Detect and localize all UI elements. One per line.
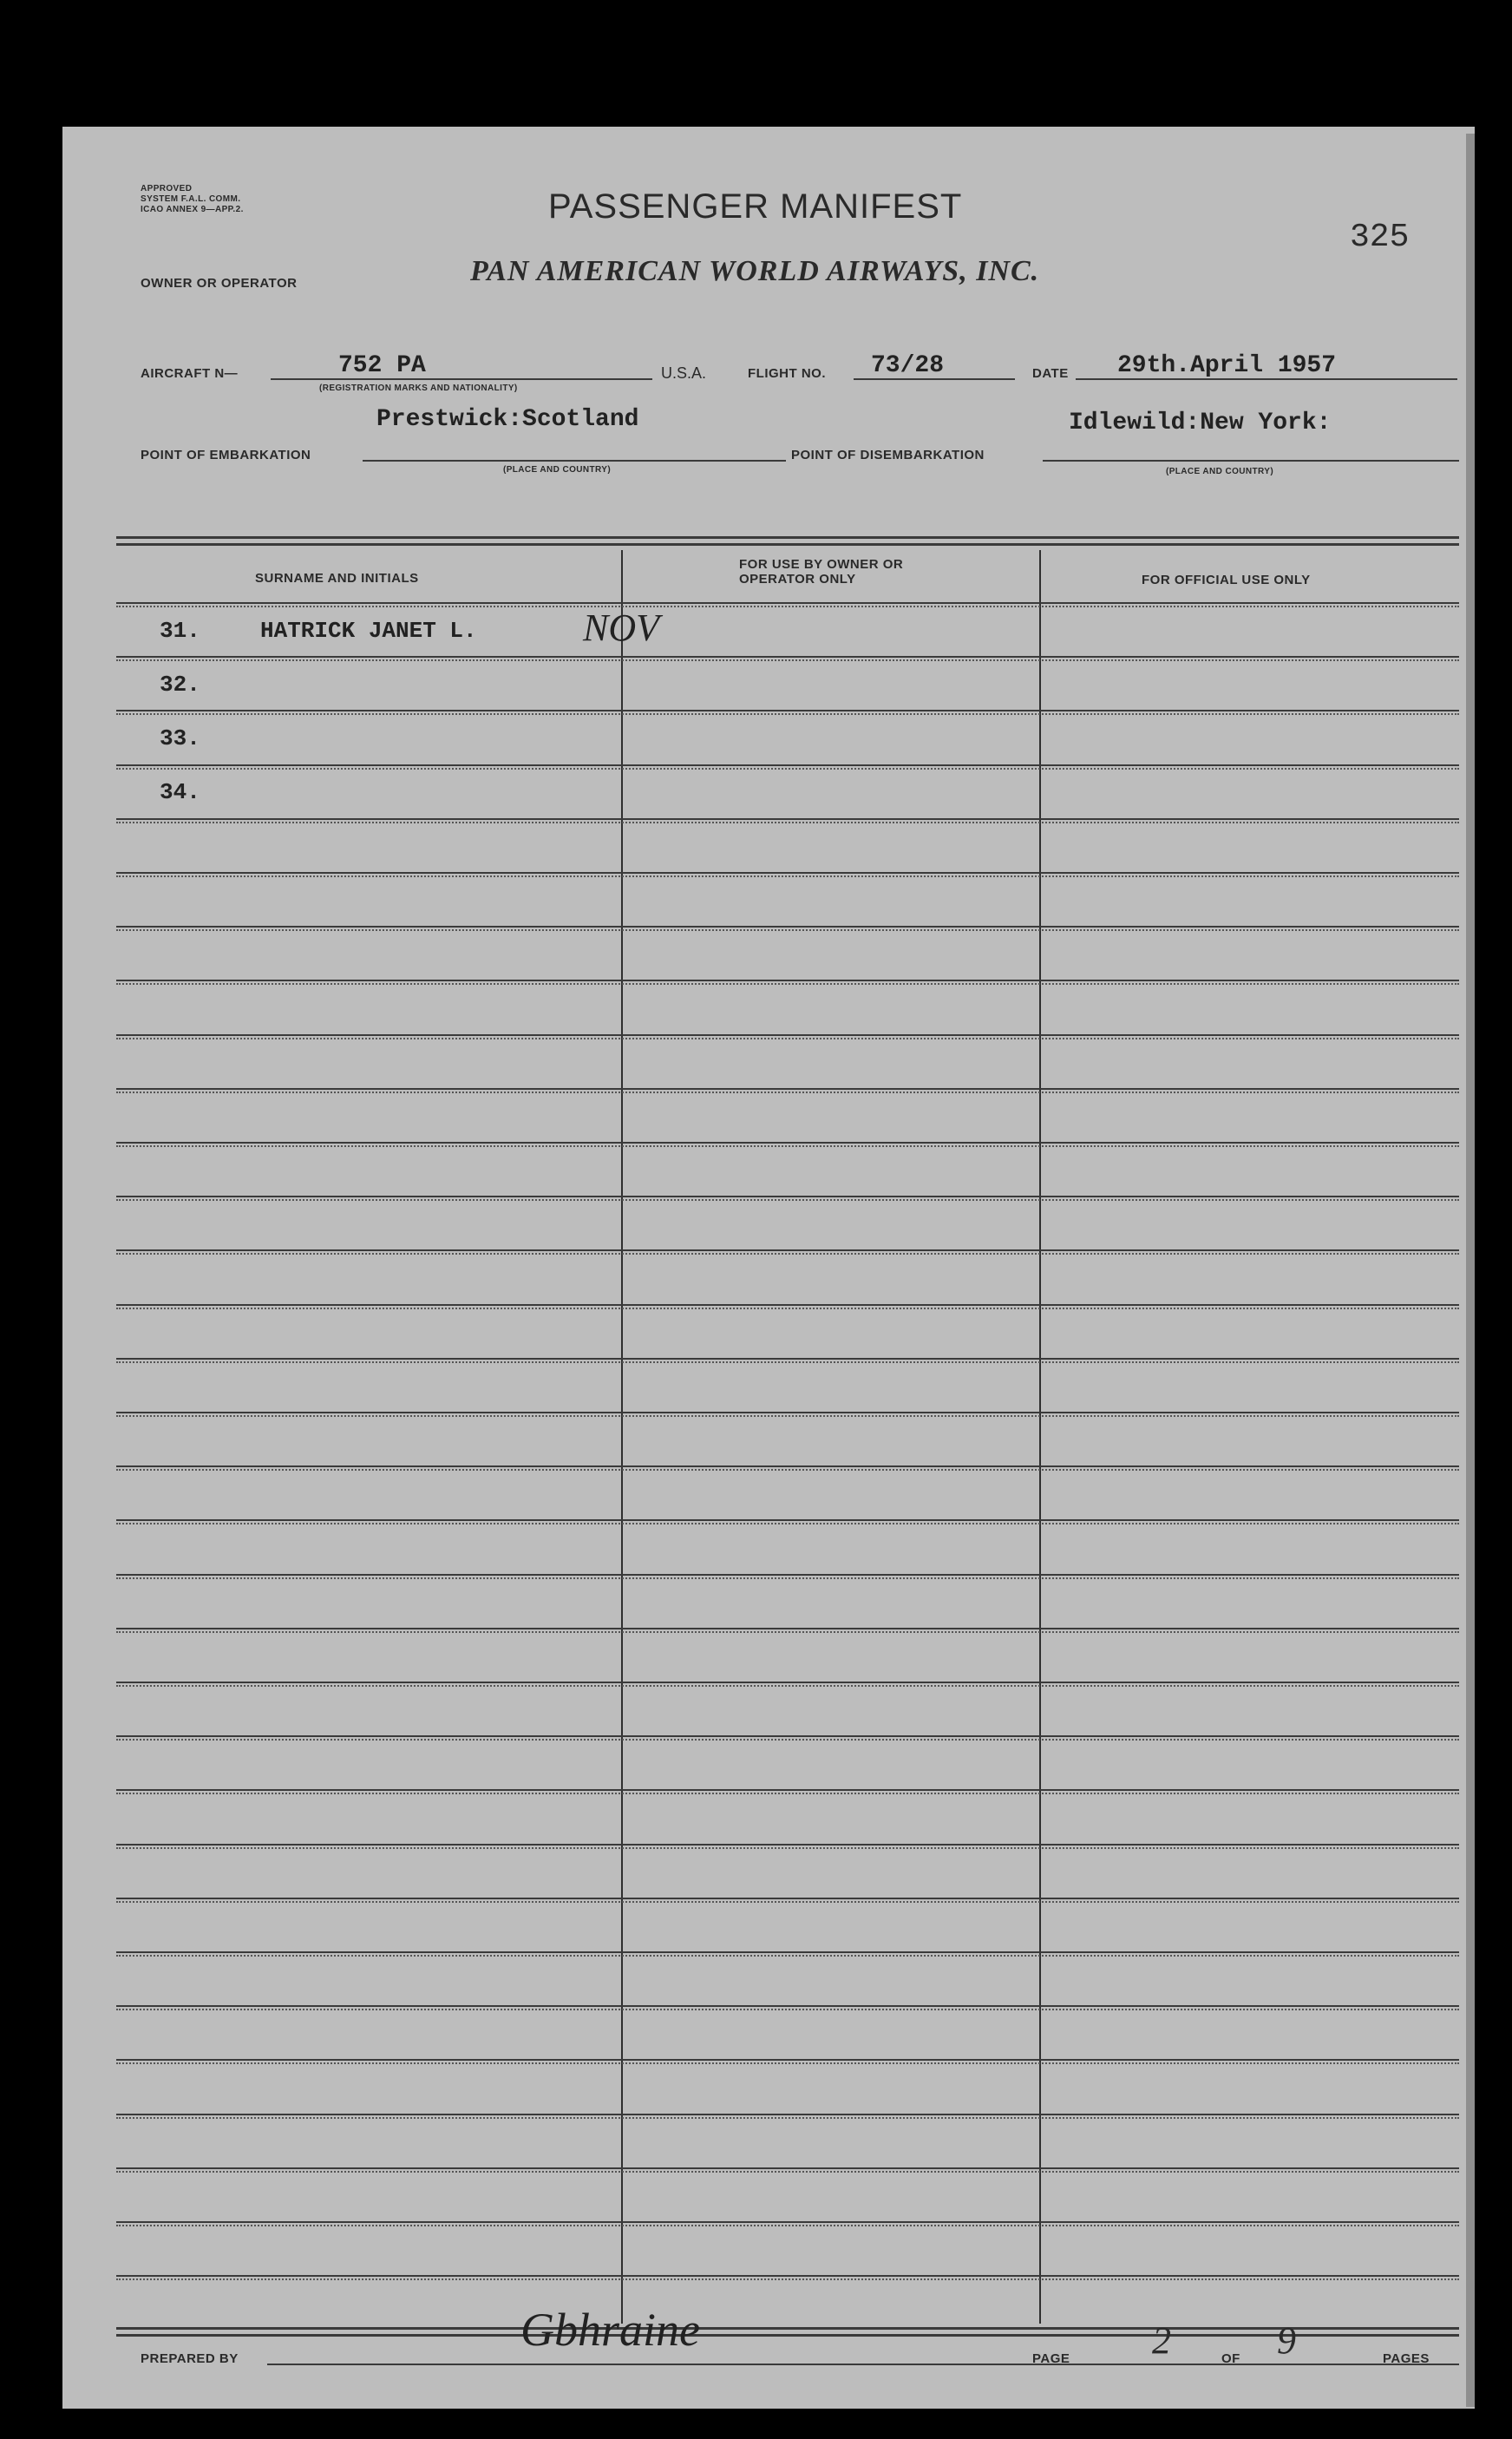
row-line [116, 1465, 1459, 1467]
row-line [116, 1789, 1459, 1791]
row-line [116, 2275, 1459, 2277]
row-line-dotted [116, 713, 1459, 715]
row-line-dotted [116, 1308, 1459, 1309]
row-line [116, 1412, 1459, 1413]
pages-label: PAGES [1383, 2351, 1430, 2366]
col-surname-header: SURNAME AND INITIALS [255, 571, 419, 586]
row-line-dotted [116, 1469, 1459, 1471]
row-line [116, 818, 1459, 820]
row-line [116, 1034, 1459, 1036]
row-line-dotted [116, 2278, 1459, 2280]
row-line-dotted [116, 2171, 1459, 2173]
row-line-dotted [116, 1901, 1459, 1903]
row-line [116, 1574, 1459, 1576]
row-line [116, 602, 1459, 604]
row-line [116, 2114, 1459, 2115]
row-line-dotted [116, 1577, 1459, 1579]
row-line-dotted [116, 1739, 1459, 1741]
approved-line: SYSTEM F.A.L. COMM. [141, 194, 241, 204]
approved-line: ICAO ANNEX 9—APP.2. [141, 205, 244, 214]
paper-edge [1466, 134, 1475, 2407]
row-line-dotted [116, 2009, 1459, 2010]
flight-value: 73/28 [871, 352, 945, 379]
row-line [116, 2167, 1459, 2169]
date-value: 29th.April 1957 [1117, 352, 1337, 379]
row-line-dotted [116, 983, 1459, 985]
disembarkation-value: Idlewild:New York: [1069, 410, 1332, 436]
row-line-dotted [116, 2225, 1459, 2226]
row-line-dotted [116, 1847, 1459, 1849]
row-line [116, 1682, 1459, 1683]
handwritten-mark: NOV [583, 606, 659, 649]
row-line [116, 1844, 1459, 1846]
passenger-name: HATRICK JANET L. [260, 618, 477, 644]
row-line [116, 764, 1459, 766]
manifest-page [62, 127, 1475, 2409]
row-line [116, 1628, 1459, 1629]
row-line-dotted [116, 1631, 1459, 1633]
operator-name: PAN AMERICAN WORLD AIRWAYS, INC. [470, 255, 1040, 287]
row-line [116, 710, 1459, 711]
col-official-header: FOR OFFICIAL USE ONLY [1142, 573, 1311, 587]
row-line-dotted [116, 1253, 1459, 1255]
row-line [116, 1735, 1459, 1737]
row-line-dotted [116, 1038, 1459, 1039]
row-line-dotted [116, 875, 1459, 877]
row-line-dotted [116, 1415, 1459, 1417]
row-number: 33. [160, 725, 200, 751]
row-line [116, 1249, 1459, 1251]
page-title: PASSENGER MANIFEST [548, 187, 963, 226]
row-line-dotted [116, 1145, 1459, 1147]
row-number: 31. [160, 618, 200, 644]
row-line [116, 2059, 1459, 2061]
row-line-dotted [116, 1361, 1459, 1363]
embarkation-value: Prestwick:Scotland [376, 406, 639, 433]
place-caption: (PLACE AND COUNTRY) [503, 465, 612, 475]
disembarkation-label: POINT OF DISEMBARKATION [791, 448, 985, 462]
row-line-dotted [116, 2062, 1459, 2064]
registration-caption: (REGISTRATION MARKS AND NATIONALITY) [319, 384, 518, 393]
row-number: 32. [160, 672, 200, 698]
row-line-dotted [116, 2117, 1459, 2119]
row-line [116, 1358, 1459, 1360]
approved-line: APPROVED [141, 184, 193, 193]
page-value: 2 [1152, 2319, 1171, 2362]
flight-label: FLIGHT NO. [748, 366, 826, 381]
of-value: 9 [1277, 2319, 1296, 2362]
aircraft-label: AIRCRAFT N— [141, 366, 239, 381]
row-line [116, 1898, 1459, 1899]
row-number: 34. [160, 779, 200, 805]
row-line [116, 1196, 1459, 1197]
place-caption: (PLACE AND COUNTRY) [1166, 467, 1274, 476]
row-line-dotted [116, 768, 1459, 770]
row-line-dotted [116, 929, 1459, 931]
row-line [116, 656, 1459, 658]
of-label: OF [1221, 2351, 1240, 2366]
row-line-dotted [116, 659, 1459, 661]
row-line [116, 1088, 1459, 1090]
row-line [116, 2005, 1459, 2007]
row-line-dotted [116, 1793, 1459, 1794]
row-line-dotted [116, 1523, 1459, 1524]
row-line [116, 2221, 1459, 2223]
row-line-dotted [116, 606, 1459, 607]
row-line-dotted [116, 1685, 1459, 1687]
row-line [116, 926, 1459, 928]
row-line-dotted [116, 1955, 1459, 1957]
country: U.S.A. [661, 364, 707, 382]
row-line-dotted [116, 822, 1459, 823]
col-owner-header: FOR USE BY OWNER OR OPERATOR ONLY [739, 557, 904, 587]
signature: Gbhraine [520, 2304, 700, 2356]
row-line [116, 1304, 1459, 1306]
row-line [116, 1519, 1459, 1521]
approved-stamp [141, 184, 244, 215]
row-line-dotted [116, 1092, 1459, 1093]
owner-label: OWNER OR OPERATOR [141, 276, 298, 291]
row-line-dotted [116, 1199, 1459, 1201]
page-label: PAGE [1032, 2351, 1070, 2366]
row-line [116, 872, 1459, 874]
row-line [116, 980, 1459, 981]
aircraft-value: 752 PA [338, 352, 426, 379]
page-number: 325 [1350, 219, 1410, 256]
row-line [116, 1951, 1459, 1953]
row-line [116, 1142, 1459, 1144]
date-label: DATE [1032, 366, 1069, 381]
embarkation-label: POINT OF EMBARKATION [141, 448, 311, 462]
prepared-label: PREPARED BY [141, 2351, 239, 2366]
